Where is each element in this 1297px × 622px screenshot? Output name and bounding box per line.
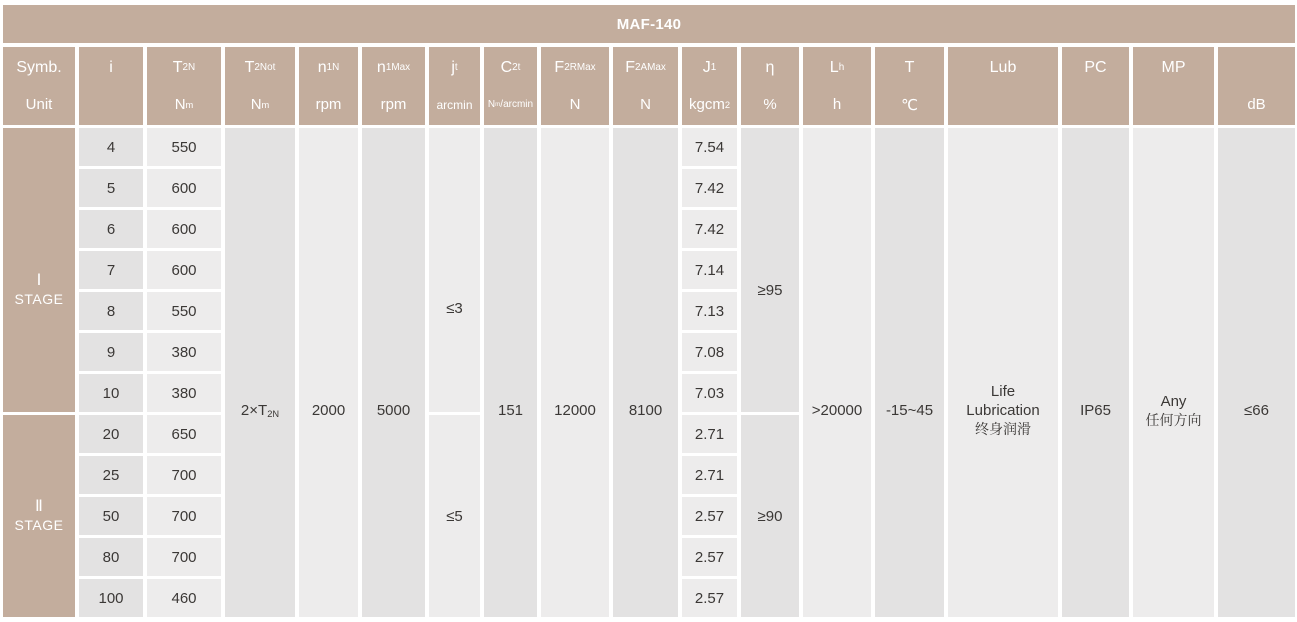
- t2not-value: $2\times T_{2N}$: [240, 402, 280, 419]
- header-symbol: PC: [1084, 58, 1107, 76]
- header-unit: N m: [174, 96, 194, 113]
- t2n-value: 700: [147, 497, 221, 535]
- t-range-value: -15~45: [885, 402, 934, 419]
- header-symbol: i: [109, 58, 113, 76]
- i-value: 80: [79, 538, 143, 576]
- header-unit: N: [569, 96, 581, 113]
- header-symbol: C 2t: [500, 58, 521, 76]
- i-value: 25: [79, 456, 143, 494]
- header-symbol: T 2N: [172, 58, 196, 76]
- header-col-c2t: [484, 47, 537, 125]
- j1-value: 2.57: [682, 579, 737, 617]
- t2n-value: 650: [147, 415, 221, 453]
- eta-stage2-cell: [741, 415, 799, 617]
- header-col-db: [1218, 47, 1295, 125]
- header-col-jt: [429, 47, 480, 125]
- header-col-i: [79, 47, 143, 125]
- mp-cell: [1133, 128, 1214, 617]
- header-col-symb: [3, 47, 75, 125]
- t-range-cell: [875, 128, 944, 617]
- lub-value: Life Lubrication 终身润滑: [966, 383, 1040, 437]
- lh-value: >20000: [811, 402, 863, 419]
- j1-value: 2.57: [682, 497, 737, 535]
- table-body: [3, 128, 1295, 617]
- j1-value: 7.54: [682, 128, 737, 166]
- header-unit: arcmin: [436, 97, 473, 112]
- header-symbol: n 1Max: [376, 58, 411, 76]
- f2amax-value-cell: [613, 128, 678, 617]
- i-value: 7: [79, 251, 143, 289]
- stage-1-cell: [3, 128, 75, 412]
- f2rmax-value-cell: [541, 128, 609, 617]
- header-symbol: j t: [451, 58, 458, 76]
- header-unit: h: [832, 96, 842, 113]
- header-unit: kgcm 2: [688, 96, 730, 113]
- header-col-lub: [948, 47, 1058, 125]
- header-symbol: L h: [829, 58, 845, 76]
- header-unit: N m /arcmin: [487, 99, 534, 110]
- stage-2-cell: [3, 415, 75, 617]
- i-value: 4: [79, 128, 143, 166]
- j1-value: 7.13: [682, 292, 737, 330]
- i-value: 6: [79, 210, 143, 248]
- header-symbol: MP: [1161, 58, 1186, 76]
- j1-value: 7.42: [682, 210, 737, 248]
- table-header: [3, 47, 1295, 125]
- j1-value: 2.57: [682, 538, 737, 576]
- jt-stage1-value: ≤3: [446, 299, 463, 317]
- stage-2-label: Ⅱ STAGE: [14, 498, 64, 533]
- f2amax-value: 8100: [628, 402, 663, 419]
- header-unit: N: [640, 96, 651, 113]
- spec-table: [3, 5, 1295, 617]
- n1max-value: 5000: [376, 402, 411, 419]
- pc-cell: [1062, 128, 1129, 617]
- c2t-value: 151: [497, 402, 524, 419]
- header-unit: rpm: [315, 96, 342, 113]
- mp-value: Any 任何方向: [1145, 392, 1202, 428]
- header-unit: rpm: [380, 96, 407, 113]
- header-symbol: F 2RMax: [554, 58, 596, 76]
- n1max-value-cell: [362, 128, 425, 617]
- i-value: 50: [79, 497, 143, 535]
- header-col-j1: [682, 47, 737, 125]
- i-value: 5: [79, 169, 143, 207]
- j1-value: 7.08: [682, 333, 737, 371]
- header-col-lh: [803, 47, 871, 125]
- header-symbol: T: [904, 58, 915, 76]
- j1-value: 7.14: [682, 251, 737, 289]
- header-col-t2n: [147, 47, 221, 125]
- header-symbol: F 2AMax: [625, 58, 666, 76]
- jt-stage2-value: ≤5: [446, 507, 463, 525]
- header-symbol: n 1N: [317, 58, 340, 76]
- table-title: MAF-140: [3, 5, 1295, 43]
- jt-stage2-cell: [429, 415, 480, 617]
- header-unit: dB: [1247, 96, 1266, 113]
- header-col-mp: [1133, 47, 1214, 125]
- header-symbol: J 1: [702, 58, 717, 76]
- header-col-pc: [1062, 47, 1129, 125]
- header-col-f2rmax: [541, 47, 609, 125]
- t2n-value: 600: [147, 210, 221, 248]
- i-value: 9: [79, 333, 143, 371]
- t2n-value: 600: [147, 169, 221, 207]
- t2n-value: 380: [147, 333, 221, 371]
- j1-value: 2.71: [682, 456, 737, 494]
- db-value: ≤66: [1244, 402, 1269, 419]
- eta-stage1-cell: [741, 128, 799, 412]
- pc-value: IP65: [1080, 402, 1111, 419]
- t2n-value: 550: [147, 128, 221, 166]
- t2not-value-cell: [225, 128, 295, 617]
- header-unit: N m: [250, 96, 270, 113]
- header-symbol: T 2Not: [244, 58, 276, 76]
- header-symbol: Symb.: [16, 58, 62, 76]
- n1n-value-cell: [299, 128, 358, 617]
- j1-value: 7.42: [682, 169, 737, 207]
- t2n-value: 380: [147, 374, 221, 412]
- i-value: 20: [79, 415, 143, 453]
- j1-value: 2.71: [682, 415, 737, 453]
- i-value: 100: [79, 579, 143, 617]
- t2n-value: 700: [147, 538, 221, 576]
- header-unit: %: [763, 96, 777, 113]
- header-symbol: η: [765, 58, 775, 76]
- header-col-t: [875, 47, 944, 125]
- header-col-eta: [741, 47, 799, 125]
- i-value: 8: [79, 292, 143, 330]
- header-unit: ℃: [901, 96, 918, 114]
- header-unit: Unit: [25, 96, 53, 113]
- jt-stage1-cell: [429, 128, 480, 412]
- header-symbol: Lub: [989, 58, 1017, 76]
- db-cell: [1218, 128, 1295, 617]
- header-col-f2amax: [613, 47, 678, 125]
- n1n-value: 2000: [311, 402, 346, 419]
- stage-1-label: Ⅰ STAGE: [14, 272, 64, 307]
- header-col-n1n: [299, 47, 358, 125]
- t2n-value: 700: [147, 456, 221, 494]
- lub-cell: [948, 128, 1058, 617]
- lh-value-cell: [803, 128, 871, 617]
- header-col-t2not: [225, 47, 295, 125]
- f2rmax-value: 12000: [554, 402, 596, 419]
- eta-stage2-value: ≥90: [757, 507, 783, 525]
- t2n-value: 600: [147, 251, 221, 289]
- c2t-value-cell: [484, 128, 537, 617]
- eta-stage1-value: ≥95: [757, 281, 783, 299]
- t2n-value: 550: [147, 292, 221, 330]
- i-value: 10: [79, 374, 143, 412]
- j1-value: 7.03: [682, 374, 737, 412]
- t2n-value: 460: [147, 579, 221, 617]
- header-col-n1max: [362, 47, 425, 125]
